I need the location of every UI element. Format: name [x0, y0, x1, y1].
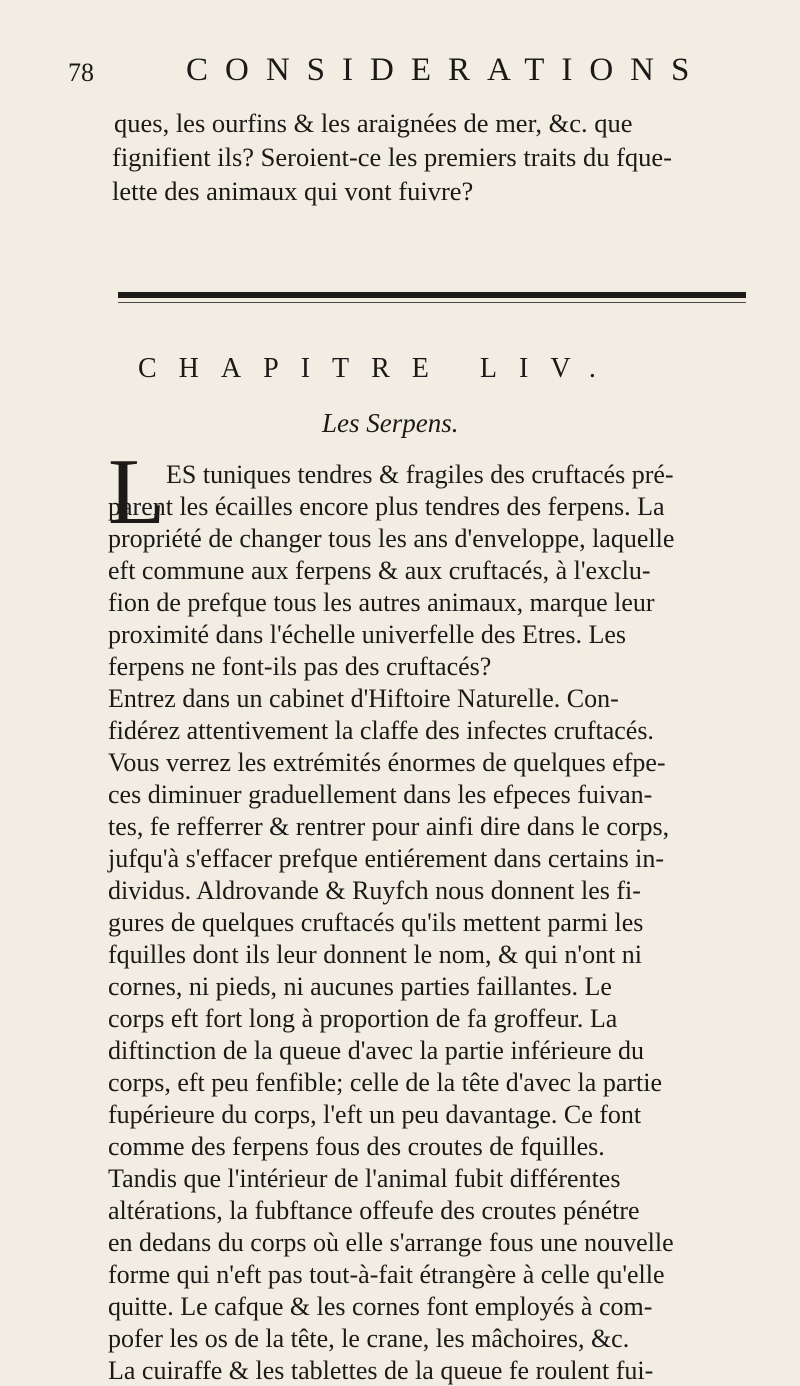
text-line: tes, fe refferrer & rentrer pour ainfi dire dans le corps,: [108, 812, 670, 841]
text-line: quitte. Le cafque & les cornes font employés à com-: [108, 1292, 653, 1321]
section-divider: [118, 292, 746, 298]
text-line: Entrez dans un cabinet d'Hiftoire Naturelle. Con-: [108, 684, 619, 713]
text-line: propriété de changer tous les ans d'enveloppe, laquelle: [108, 524, 675, 553]
text-line: forme qui n'eft pas tout-à-fait étrangère à celle qu'elle: [108, 1260, 665, 1289]
text-line: corps, eft peu fenfible; celle de la tête d'avec la partie: [108, 1068, 662, 1097]
text-line: fignifient ils? Seroient-ce les premiers traits du fque-: [112, 142, 672, 172]
page-header: [68, 52, 768, 92]
text-line: ces diminuer graduellement dans les efpeces fuivan-: [108, 780, 653, 809]
text-line: corps eft fort long à proportion de fa groffeur. La: [108, 1004, 618, 1033]
text-line: lette des animaux qui vont fuivre?: [112, 176, 474, 206]
text-line: fupérieure du corps, l'eft un peu davantage. Ce font: [108, 1100, 642, 1129]
text-line: fion de prefque tous les autres animaux, marque leur: [108, 588, 655, 617]
chapter-heading: CHAPITRE LIV.: [138, 353, 618, 384]
text-line: dividus. Aldrovande & Ruyfch nous donnent les fi-: [108, 876, 641, 905]
drop-cap: L: [108, 440, 166, 544]
chapter-subtitle: Les Serpens.: [322, 408, 459, 438]
text-line: ES tuniques tendres & fragiles des cruftacés pré-: [166, 460, 674, 489]
text-line: diftinction de la queue d'avec la partie inférieure du: [108, 1036, 644, 1065]
running-title: CONSIDERATIONS: [186, 52, 707, 88]
page-number: 78: [68, 58, 94, 87]
text-line: proximité dans l'échelle univerfelle des Etres. Les: [108, 620, 626, 649]
text-line: en dedans du corps où elle s'arrange fous une nouvelle: [108, 1228, 674, 1257]
text-line: pofer les os de la tête, le crane, les mâchoires, &c.: [108, 1324, 630, 1353]
text-line: gures de quelques cruftacés qu'ils mettent parmi les: [108, 908, 644, 937]
text-line: Vous verrez les extrémités énormes de quelques efpe-: [108, 748, 666, 777]
text-line: cornes, ni pieds, ni aucunes parties faillantes. Le: [108, 972, 612, 1001]
text-line: parent les écailles encore plus tendres des ferpens. La: [108, 492, 665, 521]
text-line: eft commune aux ferpens & aux cruftacés, à l'exclu-: [108, 556, 651, 585]
section-divider-thin: [118, 302, 746, 303]
text-line: altérations, la fubftance offeufe des croutes pénétre: [108, 1196, 640, 1225]
text-line: comme des ferpens fous des croutes de fquilles.: [108, 1132, 605, 1161]
text-line: fidérez attentivement la claffe des infectes cruftacés.: [108, 716, 654, 745]
text-line: ques, les ourfins & les araignées de mer, &c. que: [114, 108, 633, 138]
text-line: fquilles dont ils leur donnent le nom, & qui n'ont ni: [108, 940, 643, 969]
text-line: ferpens ne font-ils pas des cruftacés?: [108, 652, 492, 681]
text-line: Tandis que l'intérieur de l'animal fubit différentes: [108, 1164, 621, 1193]
text-line: jufqu'à s'effacer prefque entiérement dans certains in-: [108, 844, 665, 873]
text-line: La cuiraffe & les tablettes de la queue fe roulent fui-: [108, 1356, 654, 1385]
